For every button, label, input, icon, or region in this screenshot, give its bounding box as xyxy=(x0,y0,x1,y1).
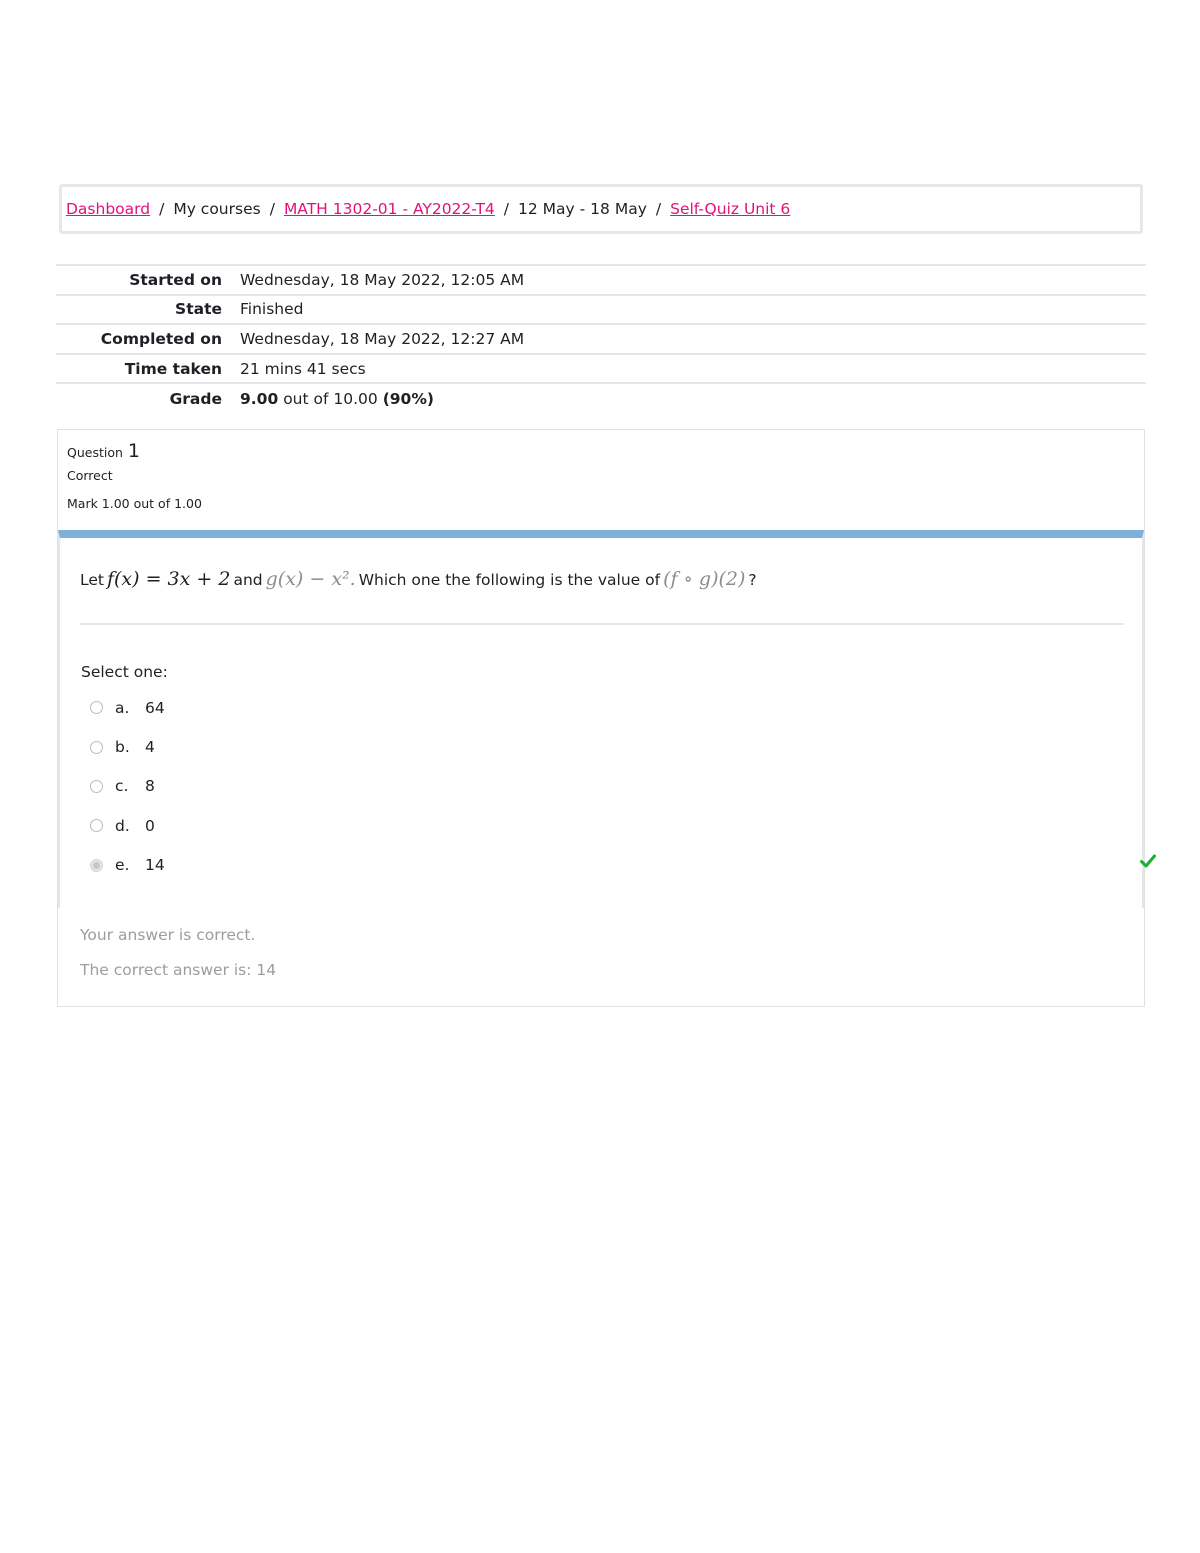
select-one-prompt: Select one: xyxy=(81,663,168,681)
question-text xyxy=(80,568,757,590)
radio-d[interactable] xyxy=(90,819,103,832)
summary-row-started xyxy=(56,265,1146,295)
state-value: Finished xyxy=(240,300,304,319)
function-f-expression: f(x) = 3x + 2 xyxy=(106,568,231,590)
option-value: 8 xyxy=(145,777,155,796)
question-state: Correct xyxy=(67,468,113,483)
time-taken-value: 21 mins 41 secs xyxy=(240,359,366,378)
question-number-line xyxy=(67,440,202,466)
summary-row-state xyxy=(56,295,1146,325)
option-value: 14 xyxy=(145,856,165,875)
option-letter: d. xyxy=(115,816,130,835)
answer-option-a[interactable] xyxy=(90,688,1120,727)
summary-row-completed xyxy=(56,324,1146,354)
breadcrumb-week: 12 May - 18 May xyxy=(518,200,647,218)
breadcrumb-dashboard-link[interactable]: Dashboard xyxy=(66,200,151,218)
question-text-end: ? xyxy=(748,571,757,589)
question-mark: Mark 1.00 out of 1.00 xyxy=(67,496,202,511)
question-text-let: Let xyxy=(80,571,104,589)
grade-percent: (90%) xyxy=(382,389,434,408)
breadcrumb-course-link[interactable]: MATH 1302-01 - AY2022-T4 xyxy=(283,200,495,218)
completed-on-label: Completed on xyxy=(100,329,222,348)
radio-b[interactable] xyxy=(90,741,103,754)
question-prefix: Question xyxy=(67,445,123,460)
radio-c[interactable] xyxy=(90,780,103,793)
answer-option-c[interactable] xyxy=(90,767,1120,806)
option-value: 4 xyxy=(145,738,155,757)
question-card xyxy=(57,429,1145,1007)
grade-score: 9.00 xyxy=(240,389,279,408)
summary-row-time xyxy=(56,354,1146,384)
question-text-and: and xyxy=(233,571,263,589)
question-formulation xyxy=(58,530,1144,908)
answer-option-d[interactable] xyxy=(90,806,1120,845)
question-number: 1 xyxy=(127,440,141,462)
summary-row-grade xyxy=(56,383,1146,413)
breadcrumb-separator: / xyxy=(655,200,662,218)
question-feedback xyxy=(80,926,276,996)
option-letter: e. xyxy=(115,856,130,875)
grade-label: Grade xyxy=(169,389,222,408)
started-on-label: Started on xyxy=(129,270,222,289)
attempt-summary-table xyxy=(56,264,1146,413)
breadcrumb-separator: / xyxy=(269,200,275,218)
started-on-value: Wednesday, 18 May 2022, 12:05 AM xyxy=(240,270,525,289)
breadcrumb-quiz-link[interactable]: Self-Quiz Unit 6 xyxy=(670,200,791,218)
radio-e[interactable] xyxy=(90,859,103,872)
question-info xyxy=(67,440,202,516)
breadcrumb-separator: / xyxy=(159,200,165,218)
breadcrumb xyxy=(59,184,1143,234)
time-taken-label: Time taken xyxy=(124,359,222,378)
option-letter: c. xyxy=(115,777,129,796)
question-divider xyxy=(80,623,1124,625)
feedback-result: Your answer is correct. xyxy=(80,926,256,944)
option-value: 64 xyxy=(145,698,165,717)
breadcrumb-my-courses: My courses xyxy=(173,200,261,218)
option-letter: a. xyxy=(115,698,130,717)
function-g-expression: g(x) − x². xyxy=(265,568,356,590)
correct-check-icon xyxy=(1140,854,1156,868)
breadcrumb-separator: / xyxy=(503,200,510,218)
radio-a[interactable] xyxy=(90,701,103,714)
option-letter: b. xyxy=(115,738,130,757)
feedback-correct-answer: The correct answer is: 14 xyxy=(80,961,277,979)
question-text-middle: Which one the following is the value of xyxy=(358,571,661,589)
completed-on-value: Wednesday, 18 May 2022, 12:27 AM xyxy=(240,329,525,348)
answer-option-b[interactable] xyxy=(90,727,1120,766)
state-label: State xyxy=(175,300,222,319)
grade-out-of: out of 10.00 xyxy=(283,389,378,408)
answer-options xyxy=(90,688,1120,885)
answer-option-e[interactable] xyxy=(90,846,1120,885)
composition-expression: (f ∘ g)(2) xyxy=(663,568,746,590)
grade-value xyxy=(240,383,1146,413)
option-value: 0 xyxy=(145,816,155,835)
